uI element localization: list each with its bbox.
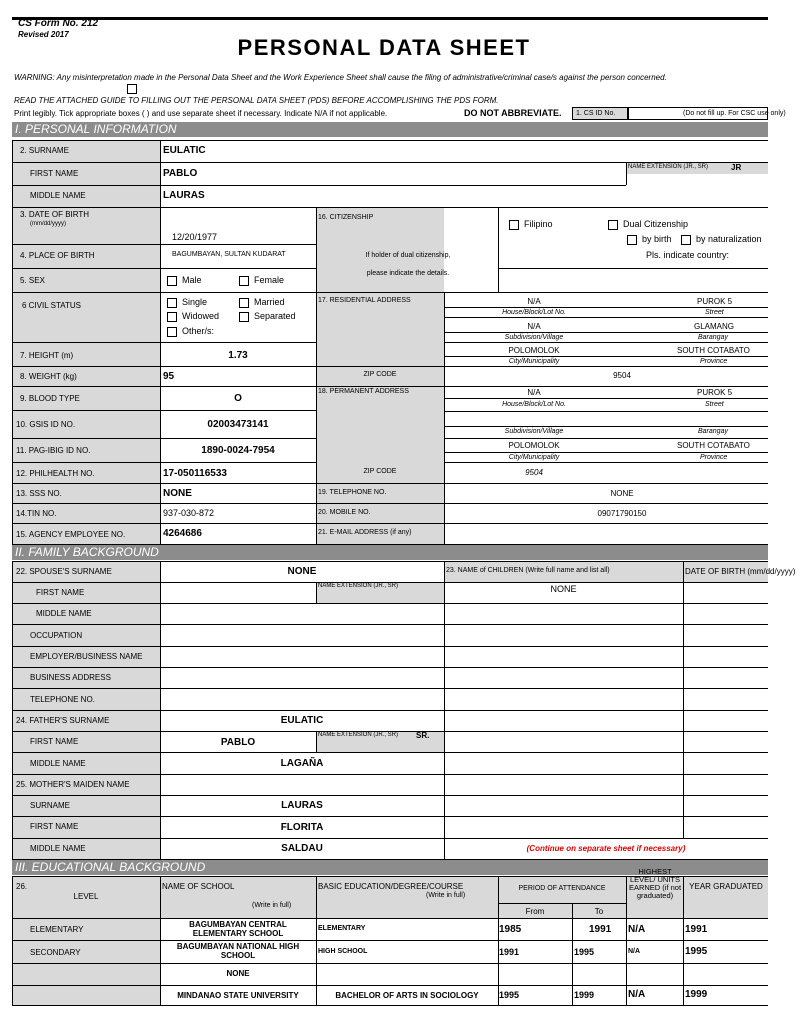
dob-label: 3. DATE OF BIRTH: [20, 210, 90, 219]
edu-row-school[interactable]: BAGUMBAYAN NATIONAL HIGH SCHOOL: [176, 942, 300, 960]
middle-name-label: MIDDLE NAME: [30, 191, 86, 200]
res-province-caption: Province: [700, 358, 728, 365]
gsis-label: 10. GSIS ID NO.: [16, 420, 76, 429]
philhealth-value[interactable]: 17-050116533: [163, 468, 227, 479]
father-surname-label: 24. FATHER'S SURNAME: [16, 716, 110, 725]
edu-row-from[interactable]: 1991: [499, 947, 520, 957]
citizenship-by-naturalization-option[interactable]: by naturalization: [681, 234, 768, 245]
country-prompt: Pls. indicate country:: [646, 250, 730, 260]
weight-value[interactable]: 95: [163, 371, 175, 382]
father-middle-name-label: MIDDLE NAME: [30, 759, 86, 768]
civil-other-option[interactable]: Other/s:: [167, 326, 214, 337]
res-subd-value[interactable]: N/A: [527, 322, 541, 331]
mother-maiden-label: 25. MOTHER'S MAIDEN NAME: [16, 780, 130, 789]
perm-subd-caption: Subdivision/Village: [504, 428, 564, 435]
edu-row-course[interactable]: BACHELOR OF ARTS IN SOCIOLOGY: [335, 991, 479, 1000]
father-name-ext-label: NAME EXTENSION (JR., SR): [318, 732, 399, 738]
perm-zip-value[interactable]: 9504: [525, 468, 543, 477]
guide-text: READ THE ATTACHED GUIDE TO FILLING OUT THE PERSONAL DATA SHEET (PDS) BEFORE ACCOMPLISHING THE PDS FORM.: [14, 96, 499, 105]
warning-text: WARNING: Any misinterpretation made in the Personal Data Sheet and the Work Experience Sheet shall cause the filing of administrative/criminal case/s against the person concerned.: [14, 73, 667, 82]
blood-type-label: 9. BLOOD TYPE: [20, 394, 80, 403]
perm-street-caption: Street: [705, 401, 724, 408]
tin-label: 14.TIN NO.: [16, 509, 57, 518]
first-name-value[interactable]: PABLO: [163, 168, 198, 179]
mother-first-name-label: FIRST NAME: [30, 822, 79, 831]
perm-street-value[interactable]: PUROK 5: [697, 388, 733, 397]
res-city-caption: City/Municipality: [508, 358, 560, 365]
dob-format: (mm/dd/yyyy): [30, 221, 66, 227]
edu-row-year[interactable]: 1999: [685, 989, 708, 1000]
res-brgy-caption: Barangay: [698, 334, 728, 341]
permanent-address-label: 18. PERMANENT ADDRESS: [318, 388, 409, 395]
sss-label: 13. SSS NO.: [16, 489, 62, 498]
weight-label: 8. WEIGHT (kg): [20, 372, 77, 381]
first-name-label: FIRST NAME: [30, 169, 79, 178]
edu-row-year[interactable]: 1995: [685, 946, 708, 957]
female-checkbox[interactable]: [239, 276, 249, 286]
res-street-value[interactable]: PUROK 5: [697, 297, 733, 306]
edu-row-units[interactable]: N/A: [628, 924, 646, 935]
civil-single-option[interactable]: Single: [167, 297, 207, 308]
perm-province-caption: Province: [700, 454, 728, 461]
edu-row-school[interactable]: MINDANAO STATE UNIVERSITY: [177, 991, 299, 1000]
spouse-name-ext-label: NAME EXTENSION (JR., SR): [318, 583, 399, 589]
res-zip-label: ZIP CODE: [363, 371, 397, 378]
civil-separated-option[interactable]: Separated: [239, 311, 296, 322]
period-header: PERIOD OF ATTENDANCE: [518, 885, 606, 892]
perm-province-value[interactable]: SOUTH COTABATO: [677, 441, 750, 450]
surname-label: 2. SURNAME: [20, 146, 69, 155]
perm-house-value[interactable]: N/A: [527, 388, 541, 397]
continue-note: (Continue on separate sheet if necessary): [526, 844, 686, 853]
res-zip-value[interactable]: 9504: [613, 371, 631, 380]
mother-middle-name-label: MIDDLE NAME: [30, 844, 86, 853]
edu-row-to[interactable]: 1991: [589, 924, 612, 935]
height-value[interactable]: 1.73: [228, 350, 248, 361]
page-title: PERSONAL DATA SHEET: [237, 35, 531, 60]
edu-row-course[interactable]: ELEMENTARY: [318, 925, 366, 932]
residential-address-label: 17. RESIDENTIAL ADDRESS: [318, 297, 411, 304]
education-level-header: LEVEL: [73, 892, 99, 901]
edu-row-units[interactable]: N/A: [628, 948, 641, 955]
agency-employee-label: 15. AGENCY EMPLOYEE NO.: [16, 530, 126, 539]
mother-first-name-value[interactable]: FLORITA: [280, 822, 324, 833]
employer-label: EMPLOYER/BUSINESS NAME: [30, 652, 143, 661]
cs-id-field[interactable]: (Do not fill up. For CSC use only): [628, 107, 768, 120]
section-family-background: II. FAMILY BACKGROUND: [12, 545, 768, 560]
children-label: 23. NAME of CHILDREN (Write full name and list all): [446, 567, 610, 574]
pagibig-label: 11. PAG-IBIG ID NO.: [16, 446, 91, 455]
res-province-value[interactable]: SOUTH COTABATO: [677, 346, 750, 355]
dual-note-1: If holder of dual citizenship,: [365, 252, 451, 259]
section-educational-background: III. EDUCATIONAL BACKGROUND: [12, 860, 768, 875]
telephone-label: 19. TELEPHONE NO.: [318, 489, 387, 496]
citizenship-dual-option[interactable]: Dual Citizenship: [608, 219, 688, 230]
units-earned-header: HIGHEST LEVEL/ UNITS EARNED (if not graduated): [628, 867, 682, 900]
civil-widowed-option[interactable]: Widowed: [167, 311, 219, 322]
cs-id-label: 1. CS ID No.: [572, 107, 628, 120]
sss-value[interactable]: NONE: [163, 488, 192, 499]
edu-row-units[interactable]: N/A: [628, 989, 646, 1000]
res-subd-caption: Subdivision/Village: [504, 334, 564, 341]
no-abbreviate-note: DO NOT ABBREVIATE.: [464, 108, 562, 118]
form-number: CS Form No. 212: [18, 18, 99, 29]
tin-value[interactable]: 937-030-872: [163, 508, 215, 518]
male-checkbox[interactable]: [167, 276, 177, 286]
perm-city-value[interactable]: POLOMOLOK: [508, 441, 560, 450]
dob-value[interactable]: 12/20/1977: [172, 232, 218, 242]
top-border: [12, 17, 768, 20]
citizenship-filipino-option[interactable]: Filipino: [509, 219, 553, 230]
edu-row-to[interactable]: 1999: [574, 990, 595, 1000]
philhealth-label: 12. PHILHEALTH NO.: [16, 469, 95, 478]
mother-middle-name-value[interactable]: SALDAU: [281, 843, 323, 854]
edu-row-level: SECONDARY: [30, 948, 81, 957]
dual-note-2: please indicate the details.: [366, 270, 450, 277]
email-field[interactable]: [446, 526, 766, 542]
mobile-label: 20. MOBILE NO.: [318, 509, 371, 516]
sex-label: 5. SEX: [20, 276, 45, 285]
perm-brgy-caption: Barangay: [698, 428, 728, 435]
res-street-caption: Street: [705, 309, 724, 316]
sex-male-option[interactable]: Male: [167, 275, 202, 286]
school-name-subheader: (Write in full): [252, 902, 292, 909]
middle-name-value[interactable]: LAURAS: [163, 190, 205, 201]
father-surname-value[interactable]: EULATIC: [280, 715, 324, 726]
perm-zip-label: ZIP CODE: [363, 468, 397, 475]
res-house-caption: House/Block/Lot No.: [502, 309, 566, 316]
blood-type-value[interactable]: O: [234, 393, 242, 404]
spouse-surname-value[interactable]: NONE: [287, 566, 317, 577]
spouse-first-name-label: FIRST NAME: [36, 588, 85, 597]
edu-row-from[interactable]: 1985: [499, 924, 522, 935]
children-dob-label: DATE OF BIRTH (mm/dd/yyyy): [685, 567, 796, 576]
email-label: 21. E-MAIL ADDRESS (if any): [318, 529, 412, 536]
period-from-header: From: [525, 907, 545, 916]
business-address-label: BUSINESS ADDRESS: [30, 673, 111, 682]
edu-row-from[interactable]: 1995: [499, 990, 520, 1000]
civil-married-option[interactable]: Married: [239, 297, 285, 308]
father-middle-name-value[interactable]: LAGAÑA: [280, 758, 324, 769]
edu-row-course[interactable]: HIGH SCHOOL: [318, 948, 368, 955]
res-house-value[interactable]: N/A: [527, 297, 541, 306]
pagibig-value[interactable]: 1890-0024-7954: [201, 445, 275, 456]
father-first-name-label: FIRST NAME: [30, 737, 79, 746]
section-personal-information: I. PERSONAL INFORMATION: [12, 122, 768, 137]
warning-checkbox[interactable]: [127, 84, 137, 94]
spouse-surname-label: 22. SPOUSE'S SURNAME: [16, 567, 112, 576]
print-note: Print legibly. Tick appropriate boxes ( ) and use separate sheet if necessary. Indicate N/A if not applicable.: [14, 109, 388, 118]
perm-city-caption: City/Municipality: [508, 454, 560, 461]
edu-row-school[interactable]: NONE: [226, 969, 250, 978]
edu-row-year[interactable]: 1991: [685, 924, 708, 935]
year-graduated-header: YEAR GRADUATED: [689, 882, 763, 891]
sex-female-option[interactable]: Female: [239, 275, 284, 286]
children-value[interactable]: NONE: [550, 584, 577, 594]
occupation-label: OCCUPATION: [30, 631, 83, 640]
mother-surname-value[interactable]: LAURAS: [281, 800, 323, 811]
height-label: 7. HEIGHT (m): [20, 351, 74, 360]
civil-status-label: 6 CIVIL STATUS: [22, 301, 81, 310]
father-name-ext-value[interactable]: SR.: [416, 731, 430, 740]
father-first-name-value[interactable]: PABLO: [220, 737, 256, 748]
res-city-value[interactable]: POLOMOLOK: [508, 346, 560, 355]
spouse-telephone-label: TELEPHONE NO.: [30, 695, 95, 704]
name-ext-label: NAME EXTENSION (JR., SR): [628, 164, 709, 170]
edu-row-level: ELEMENTARY: [30, 925, 84, 934]
mobile-value[interactable]: 09071790150: [597, 509, 647, 518]
telephone-value[interactable]: NONE: [610, 489, 634, 498]
form-revision: Revised 2017: [18, 30, 69, 39]
school-name-header: NAME OF SCHOOL: [162, 882, 235, 891]
perm-house-caption: House/Block/Lot No.: [502, 401, 566, 408]
res-brgy-value[interactable]: GLAMANG: [694, 322, 735, 331]
citizenship-by-birth-option[interactable]: by birth: [627, 234, 672, 245]
period-to-header: To: [594, 907, 604, 916]
education-number: 26.: [16, 882, 28, 891]
citizenship-label: 16. CITIZENSHIP: [318, 214, 374, 221]
course-header: BASIC EDUCATION/DEGREE/COURSE: [318, 882, 464, 891]
spouse-middle-name-label: MIDDLE NAME: [36, 609, 92, 618]
pob-value[interactable]: BAGUMBAYAN, SULTAN KUDARAT: [172, 251, 286, 258]
surname-value[interactable]: EULATIC: [163, 145, 206, 156]
gsis-value[interactable]: 02003473141: [207, 419, 269, 430]
mother-surname-label: SURNAME: [30, 801, 71, 810]
edu-row-school[interactable]: BAGUMBAYAN CENTRAL ELEMENTARY SCHOOL: [189, 920, 287, 938]
edu-row-to[interactable]: 1995: [574, 947, 595, 957]
pob-label: 4. PLACE OF BIRTH: [20, 251, 95, 260]
name-ext-value[interactable]: JR: [731, 163, 742, 172]
agency-employee-value[interactable]: 4264686: [163, 528, 202, 539]
course-subheader: (Write in full): [426, 892, 466, 899]
